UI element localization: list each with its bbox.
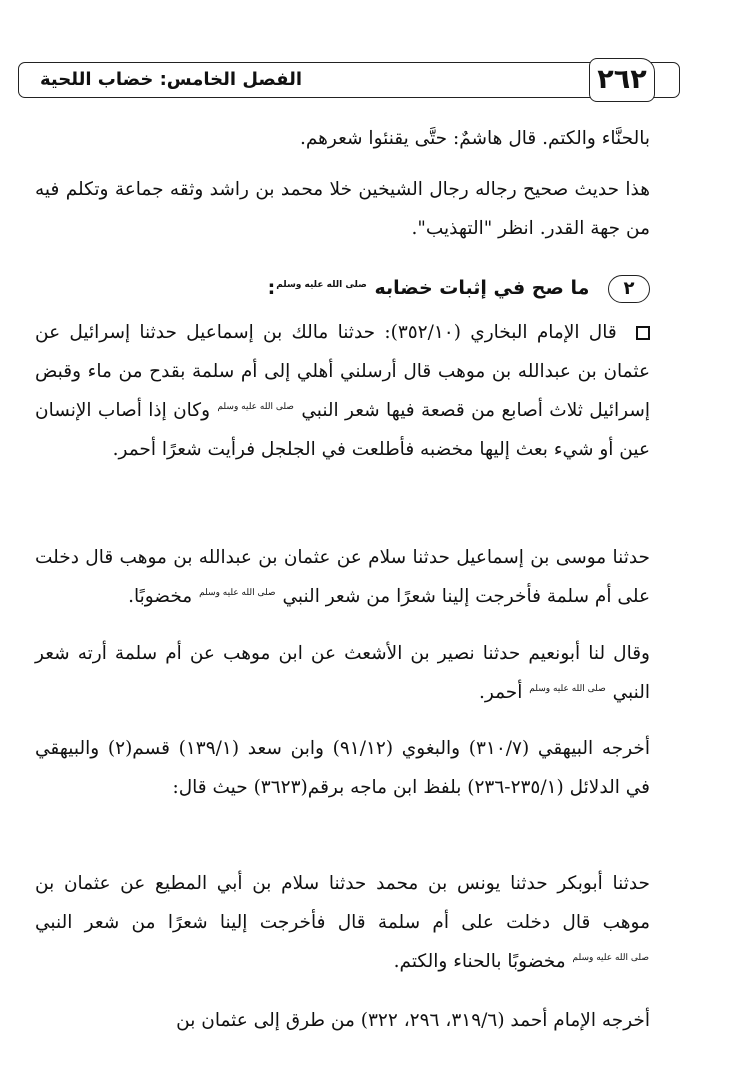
paragraph-7 <box>35 864 650 981</box>
checkbox-bullet-icon <box>636 326 650 340</box>
paragraph-3-end: وكان إذا أصاب الإنسان عين أو شيء بعث إليها مخضبه فأطلعت في الجلجل فرأيت شعرًا أحمر. <box>35 400 650 460</box>
paragraph-3 <box>35 313 650 469</box>
paragraph-4-start: حدثنا موسى بن إسماعيل حدثنا سلام عن عثمان بن عبدالله بن موهب قال دخلت على أم سلمة فأخرجت إلينا شعرًا من شعر النبي <box>35 547 650 607</box>
paragraph-1 <box>35 119 650 158</box>
paragraph-5 <box>35 634 650 712</box>
honorific-icon: صلى الله عليه وسلم <box>217 401 294 412</box>
honorific-icon: صلى الله عليه وسلم <box>199 587 276 598</box>
chapter-title: الفصل الخامس: خضاب اللحية <box>40 69 303 90</box>
honorific-icon: صلى الله عليه وسلم <box>572 952 649 963</box>
paragraph-2-text: هذا حديث صحيح رجاله رجال الشيخين خلا محمد بن راشد وثقه جماعة وتكلم فيه من جهة القدر. انظر "التهذيب". <box>35 179 650 239</box>
paragraph-3-rest: (٣٥٢/١٠): حدثنا مالك بن إسماعيل حدثنا إسرائيل عن عثمان بن عبدالله بن موهب قال أرسلني أهلي إلى أم سلمة بقدح من ماء وقبض إسرائيل ثلاث أصابع من قصعة فيها شعر النبي <box>35 322 650 421</box>
page-number: ٢٦٢ <box>589 58 655 102</box>
paragraph-6 <box>35 729 650 807</box>
paragraph-8 <box>35 1001 650 1040</box>
paragraph-1-text: بالحنَّاء والكتم. قال هاشمٌ: حتَّى يقنئوا شعرهم. <box>299 128 650 149</box>
section-number-badge: ٢ <box>608 275 650 303</box>
section-heading-text: ما صح في إثبات خضابه <box>374 277 590 299</box>
paragraph-4 <box>35 538 650 616</box>
paragraph-6-text: أخرجه البيهقي (٣١٠/٧) والبغوي (٩١/١٢) وابن سعد (١٣٩/١) قسم(٢) والبيهقي في الدلائل (٢٣٥/١-٢٣٦) بلفظ ابن ماجه برقم(٣٦٢٣) حيث قال: <box>35 738 650 798</box>
paragraph-7-end: مخضوبًا بالحناء والكتم. <box>393 951 566 972</box>
paragraph-5-end: أحمر. <box>478 682 523 703</box>
honorific-icon: صلى الله عليه وسلم <box>529 683 606 694</box>
paragraph-7-start: حدثنا أبوبكر حدثنا يونس بن محمد حدثنا سلام بن أبي المطيع عن عثمان بن موهب قال دخلت على أم سلمة قال فأخرجت إلينا شعرًا من شعر النبي <box>35 873 650 933</box>
paragraph-3-start: قال الإمام البخاري <box>470 322 617 343</box>
honorific-icon: صلى الله عليه وسلم <box>276 279 367 290</box>
section-heading: ٢ ما صح في إثبات خضابه صلى الله عليه وسلم: <box>200 270 650 306</box>
paragraph-5-start: وقال لنا أبونعيم حدثنا نصير بن الأشعث عن ابن موهب عن أم سلمة أرته شعر النبي <box>35 643 650 703</box>
paragraph-8-text: أخرجه الإمام أحمد (٣١٩/٦، ٢٩٦، ٣٢٢) من طرق إلى عثمان بن <box>176 1010 650 1031</box>
paragraph-4-end: مخضوبًا. <box>128 586 193 607</box>
paragraph-2 <box>35 170 650 248</box>
